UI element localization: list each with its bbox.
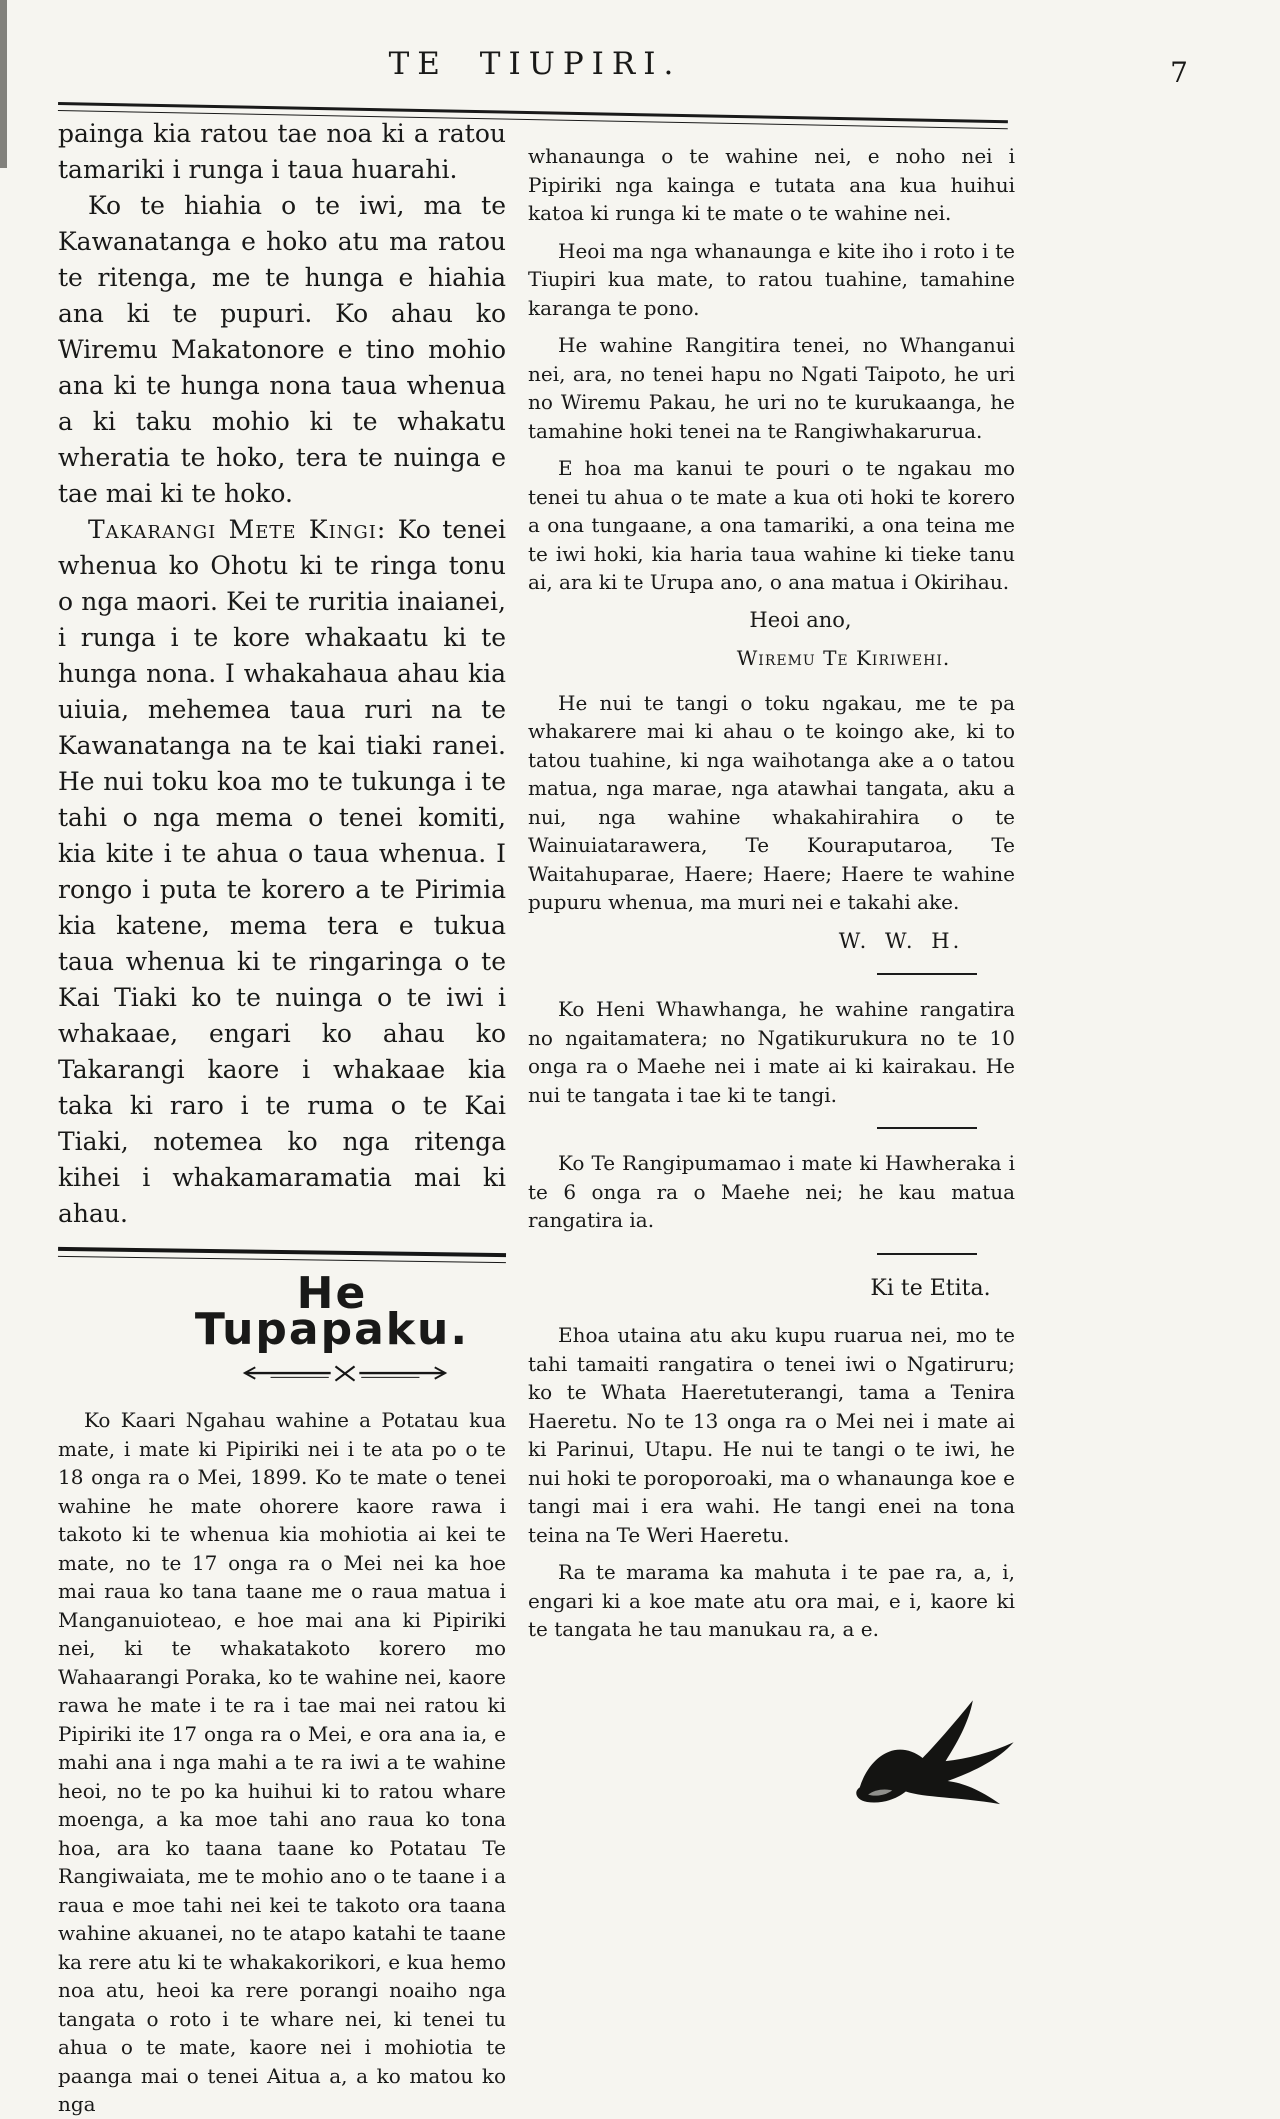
right-column	[528, 142, 1015, 1653]
speech-paragraph	[58, 512, 506, 1232]
paragraph: He wahine Rangitira tenei, no Whanganui nei, ara, no tenei hapu no Ngati Taipoto, he uri no Wiremu Pakau, he uri no te kurukaanga, he tamahine hoki tenei na te Rangiwhakarurua.	[528, 333, 1015, 443]
section-divider-ornament	[58, 1362, 506, 1386]
swallow-illustration	[843, 1692, 1021, 1824]
section-rule	[58, 1247, 506, 1263]
letter-heading: Ki te Etita.	[870, 1275, 991, 1301]
speaker-name: Takarangi Mete Kingi:	[88, 515, 387, 544]
paragraph: Ko te hiahia o te iwi, ma te Kawanatanga e hoko atu ma ratou te ritenga, me te hunga e hiahia ana ki te pupuri. Ko ahau ko Wiremu Makatonore e tino mohio ana ki te hunga nona taua whenua a ki taku mohio ki te whakatu wheratia te hoko, tera te nuinga e tae mai ki te hoko.	[58, 191, 506, 508]
item-divider-rule	[877, 973, 977, 975]
item-divider-rule	[877, 1253, 977, 1255]
crossed-arrow-ornament-graphic	[240, 1362, 450, 1386]
scan-edge-shadow	[0, 0, 7, 168]
speech-text: Ko tenei whenua ko Ohotu ki te ringa tonu o nga maori. Kei te ruritia inaianei, i runga i te kore whakaatu ki te hunga nona. I whakahaua ahau kia uiuia, mehemea taua ruri na te Kawanatanga na te kai tiaki ranei. He nui toku koa mo te tukunga i te tahi o nga mema o tenei komiti, kia kite i te ahua o taua whenua. I rongo i puta te korero a te Pirimia kia katene, mema tera e tukua taua whenua ki te ringaringa o te Kai Tiaki ko te nuinga o te iwi i whakaae, engari ko ahau ko Takarangi kaore i whakaae kia taka ki raro i te ruma o te Kai Tiaki, notemea ko nga ritenga kihei i whakamaramatia mai ki ahau.	[58, 515, 506, 1228]
section-heading: He Tupapaku.	[194, 1268, 470, 1355]
obituary-paragraph: Ko Kaari Ngahau wahine a Potatau kua mate, i mate ki Pipiriki nei i te ata po o te 18 onga ra o Mei, 1899. Ko te mate o tenei wahine he mate ohorere kaore rawa i takoto ki te whenua kia mohiotia ai kei te mate, no te 17 onga ra o Mei nei ka hoe mai raua ko tana taane me o raua matua i Manganuioteao, e hoe mai ana ki Pipiriki nei, ki te whakatakoto korero mo Wahaarangi Poraka, ko te wahine nei, kaore rawa he mate i te ra i tae mai nei ratou ki Pipiriki ite 17 onga ra o Mei, e ora ana ia, e mahi ana i nga mahi a te ra iwi a te wahine heoi, no te po ka huihui ki to ratou whare moenga, a ka moe tahi ano raua ko tona hoa, ara ko taana taane ko Potatau Te Rangiwaiata, me te mohio ano o te taane i a raua e moe tahi nei kei te takoto ora taana wahine akuanei, no te atapo katahi te taane ka rere atu ki te whakakorikori, e kua hemo noa atu, heoi ka rere porangi noaiho nga tangata o roto i te whare nei, ki tenei tu ahua o te mate, kaore nei i mohiotia te paanga mai o tenei Aitua a, a ko matou ko nga	[58, 1408, 506, 2116]
obituary-notice: Ko Te Rangipumamao i mate ki Hawheraka i te 6 onga ra o Maehe nei; he kau matua rangatira ia.	[528, 1151, 1015, 1232]
paragraph: painga kia ratou tae noa ki a ratou tamariki i runga i taua huarahi.	[58, 119, 506, 184]
paragraph: E hoa ma kanui te pouri o te ngakau mo tenei tu ahua o te mate a kua oti hoki te korero a ona tungaane, a ona tamariki, a ona teina me te iwi hoki, kia haria taua wahine ki tieke tanu ai, ara ki te Urupa ano, o ana matua i Okirihau.	[528, 456, 1015, 594]
signature-initials: W. W. H.	[838, 928, 963, 953]
item-divider-rule	[877, 1127, 977, 1129]
paragraph: whanaunga o te wahine nei, e noho nei i Pipiriki nga kainga e tutata ana kua huihui katoa ki runga ki te mate o te wahine nei.	[528, 144, 1015, 225]
signoff-line: Heoi ano,	[749, 607, 852, 632]
signature-name: Wiremu Te Kiriwehi.	[736, 646, 951, 670]
letter-paragraph: Ehoa utaina atu aku kupu ruarua nei, mo te tahi tamaiti rangatira o tenei iwi o Ngatiruru; ko te Whata Haeretuterangi, tama a Tenira Haeretu. No te 13 onga ra o Mei nei i mate ai ki Parinui, Utapu. He nui te tangi o te iwi, he nui hoki te poroporoaki, ma o whanaunga koe e tangi mai i era wahi. He tangi enei na tona teina na Te Weri Haeretu.	[528, 1323, 1015, 1547]
swallow-graphic	[843, 1692, 1021, 1824]
page-number: 7	[1170, 56, 1188, 89]
letter-paragraph: Ra te marama ka mahuta i te pae ra, a, i, engari ki a koe mate atu ora mai, e i, kaore ki te tangata he tau manukau ra, a e.	[528, 1560, 1015, 1641]
tangi-paragraph: He nui te tangi o toku ngakau, me te pa whakarere mai ki ahau o te koingo ake, ki to tatou tuahine, ki nga waihotanga ake a o tatou matua, nga marae, nga atawhai tangata, aku a nui, nga wahine whakahirahira o te Wainuiatarawera, Te Kouraputaroa, Te Waitahuparae, Haere; Haere; Haere te wahine pupuru whenua, ma muri nei e takahi ake.	[528, 690, 1015, 914]
paragraph: Heoi ma nga whanaunga e kite iho i roto i te Tiupiri kua mate, to ratou tuahine, tamahine karanga te pono.	[528, 238, 1015, 320]
obituary-notice: Ko Heni Whawhanga, he wahine rangatira no ngaitamatera; no Ngatikurukura no te 10 onga ra o Maehe nei i mate ai ki kairakau. He nui te tangata i tae ki te tangi.	[528, 997, 1015, 1107]
page-title: TE TIUPIRI.	[388, 46, 682, 82]
left-column	[58, 116, 506, 2119]
